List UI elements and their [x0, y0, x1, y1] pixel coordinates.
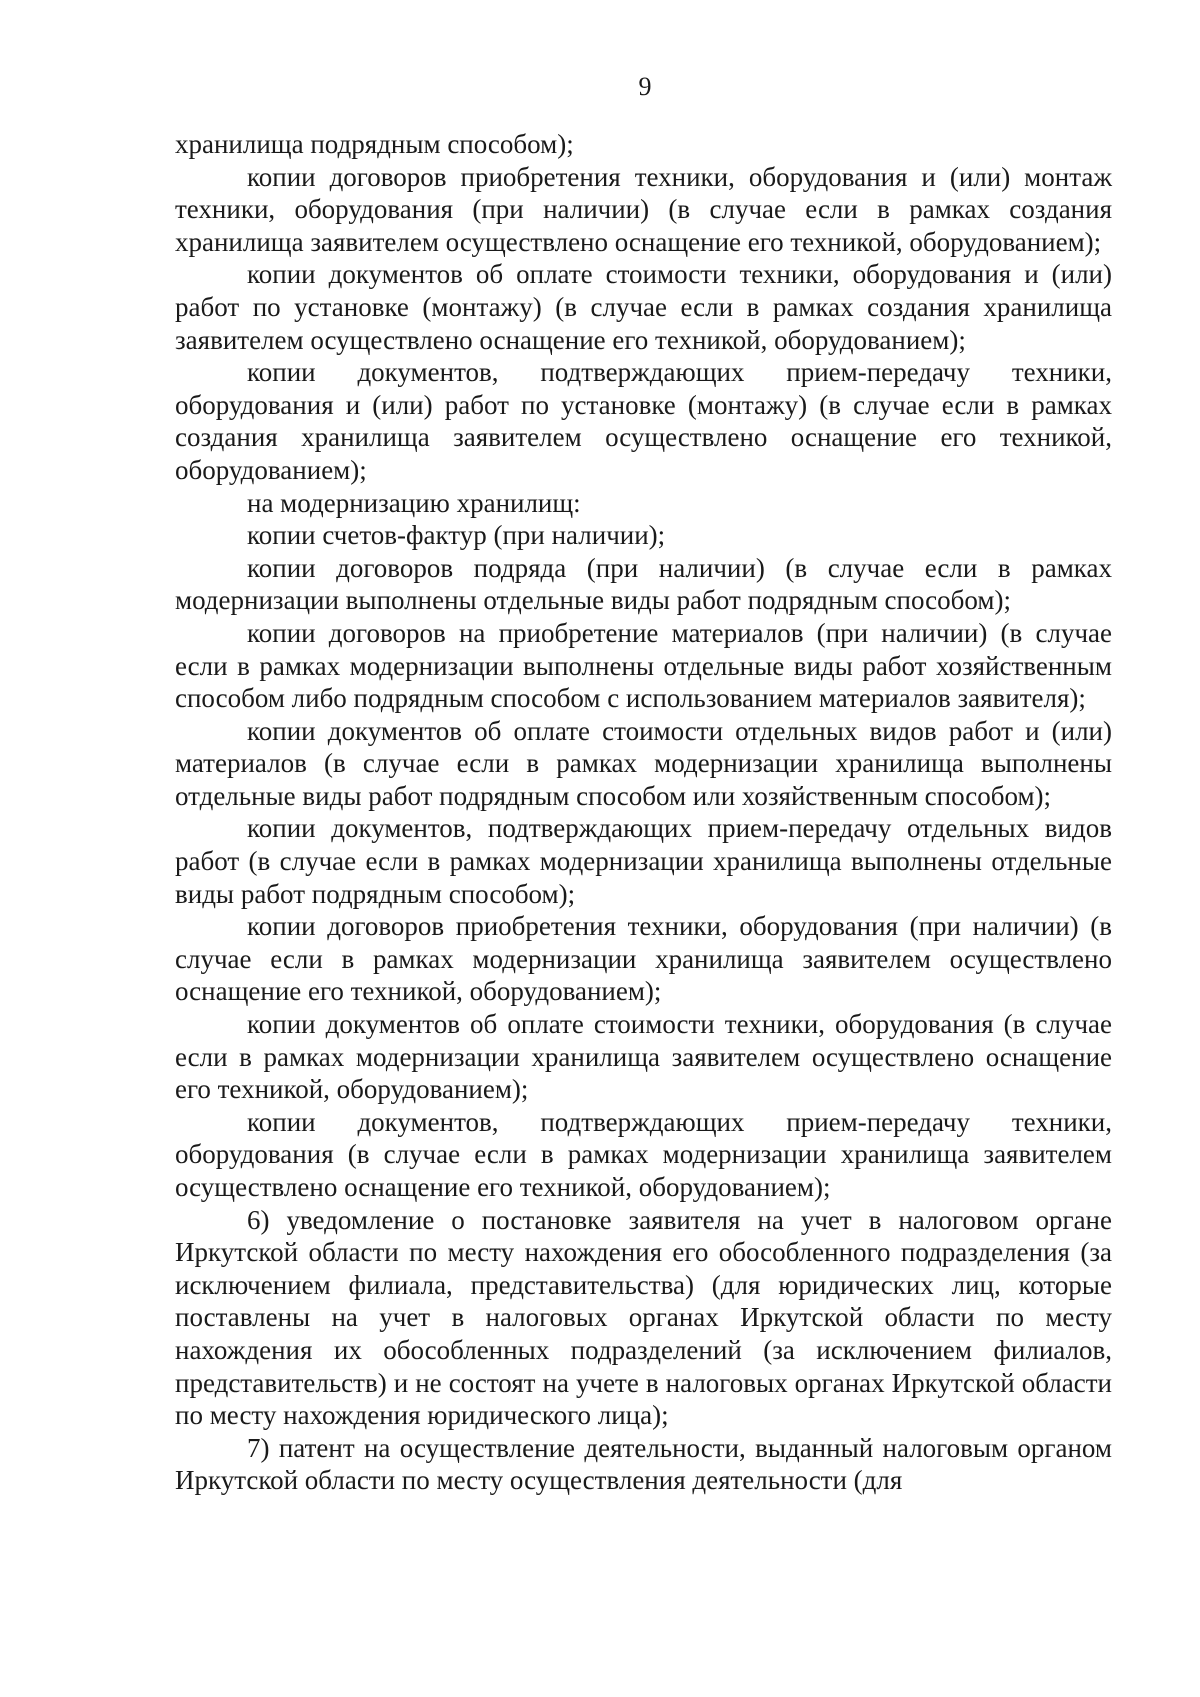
paragraph-item-6-tax-registration-notice: 6) уведомление о постановке заявителя на учет в налоговом органе Иркутской области по месту нахождения его обособленного подразделения (за исключением филиала, представительства) (для юридических лиц, которые поставлены на учет в налоговых органах Иркутской области по месту нахождения их обособленных подразделений (за исключением филиалов, представительств) и не состоят на учете в налоговых органах Иркутской области по месту нахождения юридического лица);: [175, 1204, 1112, 1431]
paragraph-works-acceptance-documents: копии документов, подтверждающих прием-передачу отдельных видов работ (в случае если в рамках модернизации хранилища выполнены отдельные виды работ подрядным способом);: [175, 813, 1112, 909]
paragraph-materials-contracts: копии договоров на приобретение материалов (при наличии) (в случае если в рамках модернизации выполнены отдельные виды работ хозяйственным способом либо подрядным способом с использованием материалов заявителя);: [175, 617, 1112, 714]
paragraph-equipment-acceptance-documents-creation: копии документов, подтверждающих прием-передачу техники, оборудования и (или) работ по установке (монтажу) (в случае если в рамках создания хранилища заявителем осуществлено оснащение его техникой, оборудованием);: [175, 357, 1112, 485]
paragraph-equipment-payment-documents-creation: копии документов об оплате стоимости техники, оборудования и (или) работ по установке (монтажу) (в случае если в рамках создания хранилища заявителем осуществлено оснащение его техникой, оборудованием);: [175, 259, 1112, 355]
document-body: [175, 128, 1112, 1497]
paragraph-equipment-acceptance-documents-modernization: копии документов, подтверждающих прием-передачу техники, оборудования (в случае если в рамках модернизации хранилища заявителем осуществлено оснащение его техникой, оборудованием);: [175, 1106, 1112, 1202]
paragraph-modernization-heading: на модернизацию хранилищ:: [247, 487, 581, 518]
paragraph-equipment-purchase-contracts-creation: копии договоров приобретения техники, оборудования и (или) монтаж техники, оборудования (при наличии) (в случае если в рамках создания хранилища заявителем осуществлено оснащение его техникой, оборудованием);: [175, 161, 1112, 257]
paragraph-works-payment-documents: копии документов об оплате стоимости отдельных видов работ и (или) материалов (в случае если в рамках модернизации хранилища выполнены отдельные виды работ подрядным способом или хозяйственным способом);: [175, 715, 1112, 811]
paragraph-equipment-payment-documents-modernization: копии документов об оплате стоимости техники, оборудования (в случае если в рамках модернизации хранилища заявителем осуществлено оснащение его техникой, оборудованием);: [175, 1009, 1112, 1105]
page-number: 9: [638, 72, 652, 101]
paragraph-contractor-agreements: копии договоров подряда (при наличии) (в случае если в рамках модернизации выполнены отдельные виды работ подрядным способом);: [175, 552, 1112, 616]
paragraph-continuation: хранилища подрядным способом);: [175, 129, 574, 159]
paragraph-equipment-purchase-contracts-modernization: копии договоров приобретения техники, оборудования (при наличии) (в случае если в рамках модернизации хранилища заявителем осуществлено оснащение его техникой, оборудованием);: [175, 911, 1112, 1007]
paragraph-invoices: копии счетов-фактур (при наличии);: [247, 520, 666, 551]
paragraph-item-7-patent: 7) патент на осуществление деятельности, выданный налоговым органом Иркутской области по месту осуществления деятельности (для: [175, 1432, 1112, 1496]
